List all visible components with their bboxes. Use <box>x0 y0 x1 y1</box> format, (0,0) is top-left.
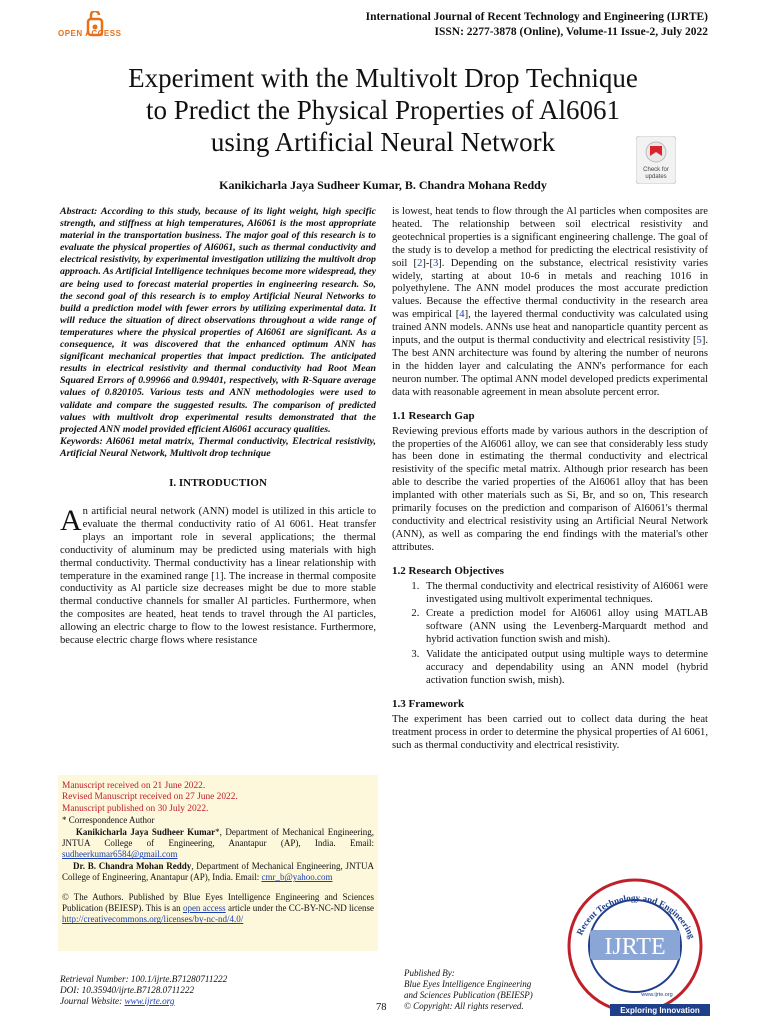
list-item: 1. The thermal conductivity and electrical resistivity of Al6061 were investigated using multivolt experimental techniques. <box>422 581 708 607</box>
title-line: to Predict the Physical Properties of Al6061 <box>146 95 620 125</box>
list-item: 2. Create a prediction model for Al6061 alloy using MATLAB software (ANN using the Levenberg-Marquardt method and hybrid activation function swish and mish). <box>422 608 708 647</box>
published-by-label: Published By: <box>404 968 455 978</box>
paper-title <box>60 62 706 158</box>
section-heading-introduction: I. INTRODUCTION <box>169 476 267 489</box>
list-item: 3. Validate the anticipated output using multiple ways to determine accuracy and dependability using an ANN model (hybrid activation function swish, mish). <box>422 649 708 688</box>
check-for-updates-badge[interactable] <box>636 136 676 184</box>
journal-issn: ISSN: 2277-3878 (Online), Volume-11 Issue-2, July 2022 <box>434 26 708 38</box>
open-access-logo <box>58 11 148 39</box>
objectives-list <box>392 581 708 688</box>
published-date: Manuscript published on 30 July 2022. <box>62 803 209 814</box>
research-gap-paragraph: Reviewing previous efforts made by various authors in the description of the properties of the Al6061 alloy, we can see that considerably less study has been done in estimating the thermal conductivity and electrical resistivity of the specific metal matrix. Although prior research has been able to describe the varied properties of the Al6061 alloy that has been implanted with other materials such as Si, Br, and so on, This research primarily focuses on the prediction and comparison of Al6061's thermal conductivity and electrical resistivity using an Artificial Neural Network (ANN), as well as comparing the end findings with the material's other attributes. <box>392 425 708 553</box>
crossmark-label: Check for <box>643 167 669 173</box>
intro-continued-paragraph: is lowest, heat tends to flow through the Al particles when composites are heated. The relationship between soil electrical resistivity and geotechnical properties is a significant engineering challenge. The goal of the study is to develop a method for predicting the electrical resistivity of soil [2]-[3]. Depending on the substance, electrical resistivity varies widely, starting at about 10-6 in metals and reaching 1016 in polyethylene. The ANN model produces the most accurate prediction values. Because the effective thermal conductivity in the research area was empirical [4], the layered thermal conductivity was calculated using trained ANN models. ANNs use heat and nanoparticle quantity percent as inputs, and the output is thermal conductivity and electrical resistivity [5]. The best ANN architecture was found by altering the number of neurons in the hidden layer and calculating the ANN's performance for each neuron number. The optimal ANN model developed predicts experimental data with reasonable agreement in mean absolute percent error. <box>392 206 708 398</box>
left-column <box>60 206 376 648</box>
crossmark-icon <box>636 136 676 184</box>
citation-link[interactable]: 1 <box>214 570 220 582</box>
logo-text: IJRTE <box>604 934 666 960</box>
journal-name: International Journal of Recent Technology and Engineering (IJRTE) <box>365 11 708 23</box>
citation-link[interactable]: 3 <box>432 257 439 269</box>
license-url-link[interactable]: http://creativecommons.org/licenses/by-nc-nd/4.0/ <box>62 914 244 925</box>
ijrte-logo <box>560 868 710 1018</box>
title-line: Experiment with the Multivolt Drop Technique <box>128 63 638 93</box>
author1-affiliation: Kanikicharla Jaya Sudheer Kumar*, Department of Mechanical Engineering, JNTUA College of Engineering, Anantapur (AP), India. Email: sudheerkumar6584@gmail.com <box>62 826 374 860</box>
journal-header <box>366 10 708 40</box>
logo-tagline: Exploring Innovation <box>620 1006 700 1015</box>
crossmark-label: updates <box>645 174 667 180</box>
copyright-line: © Copyright: All rights reserved. <box>404 1001 524 1011</box>
citation-link[interactable]: 5 <box>696 335 702 347</box>
abstract: Abstract: According to this study, because of its light weight, high specific strength, and stiffness at high temperatures, Al6061 is the most appropriate material in the transportation business. The major goal of this research is to evaluate the physical properties of Al6061, such as thermal conductivity and electrical resistivity, by experimental investigation utilizing the multivolt drop approach. As Artificial Intelligence techniques become more widespread, they are being used to forecast material properties in engineering research. So, the second goal of this research is to employ Artificial Neural Networks to build a prediction model with fewer errors by utilizing experimental data. It will reduce the situation of direct observations throughout a wide range of temperatures where the physical properties of Al6061 are significant. As a consequence, it was discovered that the enhanced optimum ANN has significant mechanical properties that impact prediction. The anticipated results in electrical resistivity and thermal conductivity had Root Mean Squared Errors of 0.99966 and 0.99401, respectively, with R-Square average values of 0.820105. Various tests and ANN methodologies were used to validate and compare the suggested results. The comparison of predicted values with multivolt drop experimental results demonstrated that the projected ANN model provided efficient Al6061 accuracy qualities. <box>60 206 376 435</box>
retrieval-number: Retrieval Number: 100.1/ijrte.B71280711222 <box>60 974 228 984</box>
license-note: © The Authors. Published by Blue Eyes Intelligence Engineering and Sciences Publication (BEIESP). This is an open access article under the CC-BY-NC-ND license http://creativecommons.org/licenses/by-nc-nd/4.0/ <box>62 891 374 925</box>
doi: DOI: 10.35940/ijrte.B7128.0711222 <box>60 985 195 995</box>
citation-link[interactable]: 2 <box>417 257 423 269</box>
citation-link[interactable]: 4 <box>459 309 465 321</box>
drop-cap: A <box>60 503 82 537</box>
page-number: 78 <box>376 1002 387 1013</box>
author2-email-link[interactable]: cmr_b@yahoo.com <box>261 872 333 883</box>
ijrte-logo-emblem <box>560 868 710 1018</box>
framework-paragraph: The experiment has been carried out to collect data during the heat treatment process in order to determine the physical properties of Al 6061, such as thermal conductivity and electrical resistivity. <box>392 713 708 751</box>
author2-affiliation: Dr. B. Chandra Mohan Reddy, Department of Mechanical Engineering, JNTUA College of Engineering, Anantapur (AP), India. Email: cmr_b@yahoo.com <box>62 860 374 883</box>
correspondence-note: * Correspondence Author <box>62 815 155 826</box>
author-list: Kanikicharla Jaya Sudheer Kumar, B. Chandra Mohana Reddy <box>219 178 547 192</box>
right-column <box>392 206 708 753</box>
revised-date: Revised Manuscript received on 27 June 2022. <box>62 792 238 803</box>
manuscript-notes <box>58 775 378 951</box>
journal-website: Journal Website: www.ijrte.org <box>60 996 175 1006</box>
author1-email-link[interactable]: sudheerkumar6584@gmail.com <box>62 849 178 860</box>
keywords: Keywords: Al6061 metal matrix, Thermal conductivity, Electrical resistivity, Artificial Neural Network, Multivolt drop technique <box>60 435 376 459</box>
journal-website-link[interactable]: www.ijrte.org <box>124 996 175 1006</box>
open-access-link[interactable]: open access <box>182 903 226 914</box>
publisher-line: and Sciences Publication (BEIESP) <box>404 990 533 1000</box>
subsection-heading-research-gap: 1.1 Research Gap <box>392 409 475 422</box>
logo-ring-text: Recent Technology and Engineering <box>574 892 698 940</box>
subsection-heading-objectives: 1.2 Research Objectives <box>392 564 504 577</box>
footer-metadata <box>60 974 227 1007</box>
publisher-line: Blue Eyes Intelligence Engineering <box>404 979 532 989</box>
logo-url: www.ijrte.org <box>641 992 673 998</box>
open-access-label: OPEN ACCESS <box>58 29 122 38</box>
intro-paragraph: An artificial neural network (ANN) model is utilized in this article to evaluate the thermal conductivity ratio of Al 6061. Heat transfer plays an important role in several applications; the thermal conductivity of aluminum may be predicted using materials with high thermal conductivity. Thermal conductivity has a linear relationship with temperature in the examined range [1]. The increase in thermal composite conductivity as Al particle size decreases might be due to more stable thermal conductive channels for smaller Al particles. Furthermore, when the composites are heated, heat tends to travel through the Al particles, allowing an electric charge to flow to the lowest resistance. Furthermore, because electric charge flows where resistance <box>60 503 376 647</box>
publisher-info <box>404 968 533 1012</box>
received-date: Manuscript received on 21 June 2022. <box>62 781 206 791</box>
title-line: using Artificial Neural Network <box>210 127 556 157</box>
subsection-heading-framework: 1.3 Framework <box>392 697 465 710</box>
